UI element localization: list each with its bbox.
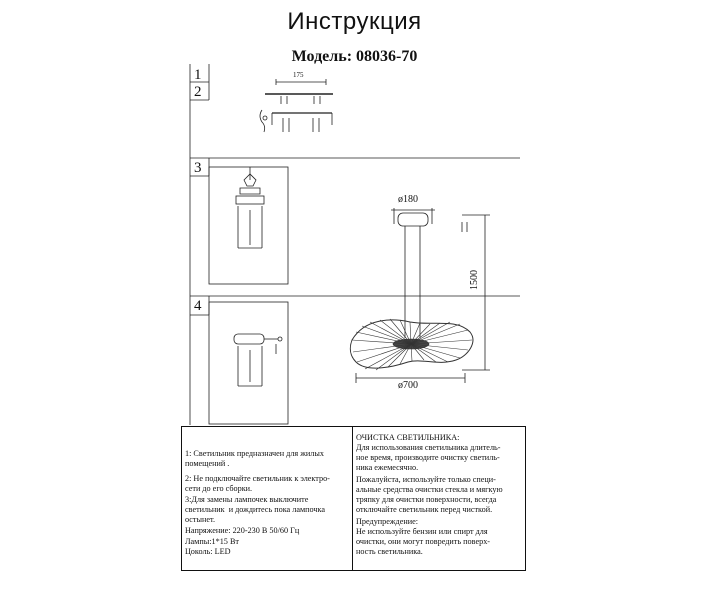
step-number-2: 2 [194, 84, 202, 100]
note-line: очистки, они могут повредить поверх- [356, 537, 491, 546]
note-line: ность светильника. [356, 547, 423, 556]
page-title: Инструкция [287, 8, 422, 35]
general-notes-box [181, 426, 353, 571]
model-number: Модель: 08036-70 [291, 48, 418, 65]
shade-diameter-label: ø700 [398, 380, 418, 391]
note-line: ника ежемесячно. [356, 463, 419, 472]
mount-width-label: 175 [293, 71, 304, 79]
cleaning-heading: ОЧИСТКА СВЕТИЛЬНИКА: [356, 433, 460, 442]
note-line: 3:Для замены лампочек выключите [185, 495, 309, 504]
note-line: светильник и дождитесь пока лампочка [185, 505, 325, 514]
note-line: 1: Светильник предназначен для жилых [185, 449, 324, 458]
cleaning-notes-box [352, 426, 526, 571]
warning-heading: Предупреждение: [356, 517, 419, 526]
note-line: альные средства очистки стекла и мягкую [356, 485, 503, 494]
note-line: отключайте светильник перед чисткой. [356, 505, 493, 514]
shade-drawing [350, 319, 473, 370]
note-line: Не используйте бензин или спирт для [356, 527, 488, 536]
height-label: 1500 [469, 270, 480, 290]
note-line: сети до его сборки. [185, 484, 253, 493]
step-number-1: 1 [194, 67, 202, 83]
canopy-diameter-label: ø180 [398, 194, 418, 205]
step-number-4: 4 [194, 298, 202, 314]
note-line: ное время, производите очистку светиль- [356, 453, 500, 462]
note-line: остынет. [185, 515, 216, 524]
note-line: помещений . [185, 459, 230, 468]
note-line: Пожалуйста, используйте только специ- [356, 475, 496, 484]
note-line: тряпку для очистки поверхности, всегда [356, 495, 497, 504]
lamp-spec: Лампы:1*15 Вт [185, 537, 239, 546]
step-number-3: 3 [194, 160, 202, 176]
voltage-spec: Напряжение: 220-230 В 50/60 Гц [185, 526, 300, 535]
note-line: 2: Не подключайте светильник к электро- [185, 474, 330, 483]
note-line: Для использования светильника длитель- [356, 443, 501, 452]
socket-spec: Цоколь: LED [185, 547, 231, 556]
